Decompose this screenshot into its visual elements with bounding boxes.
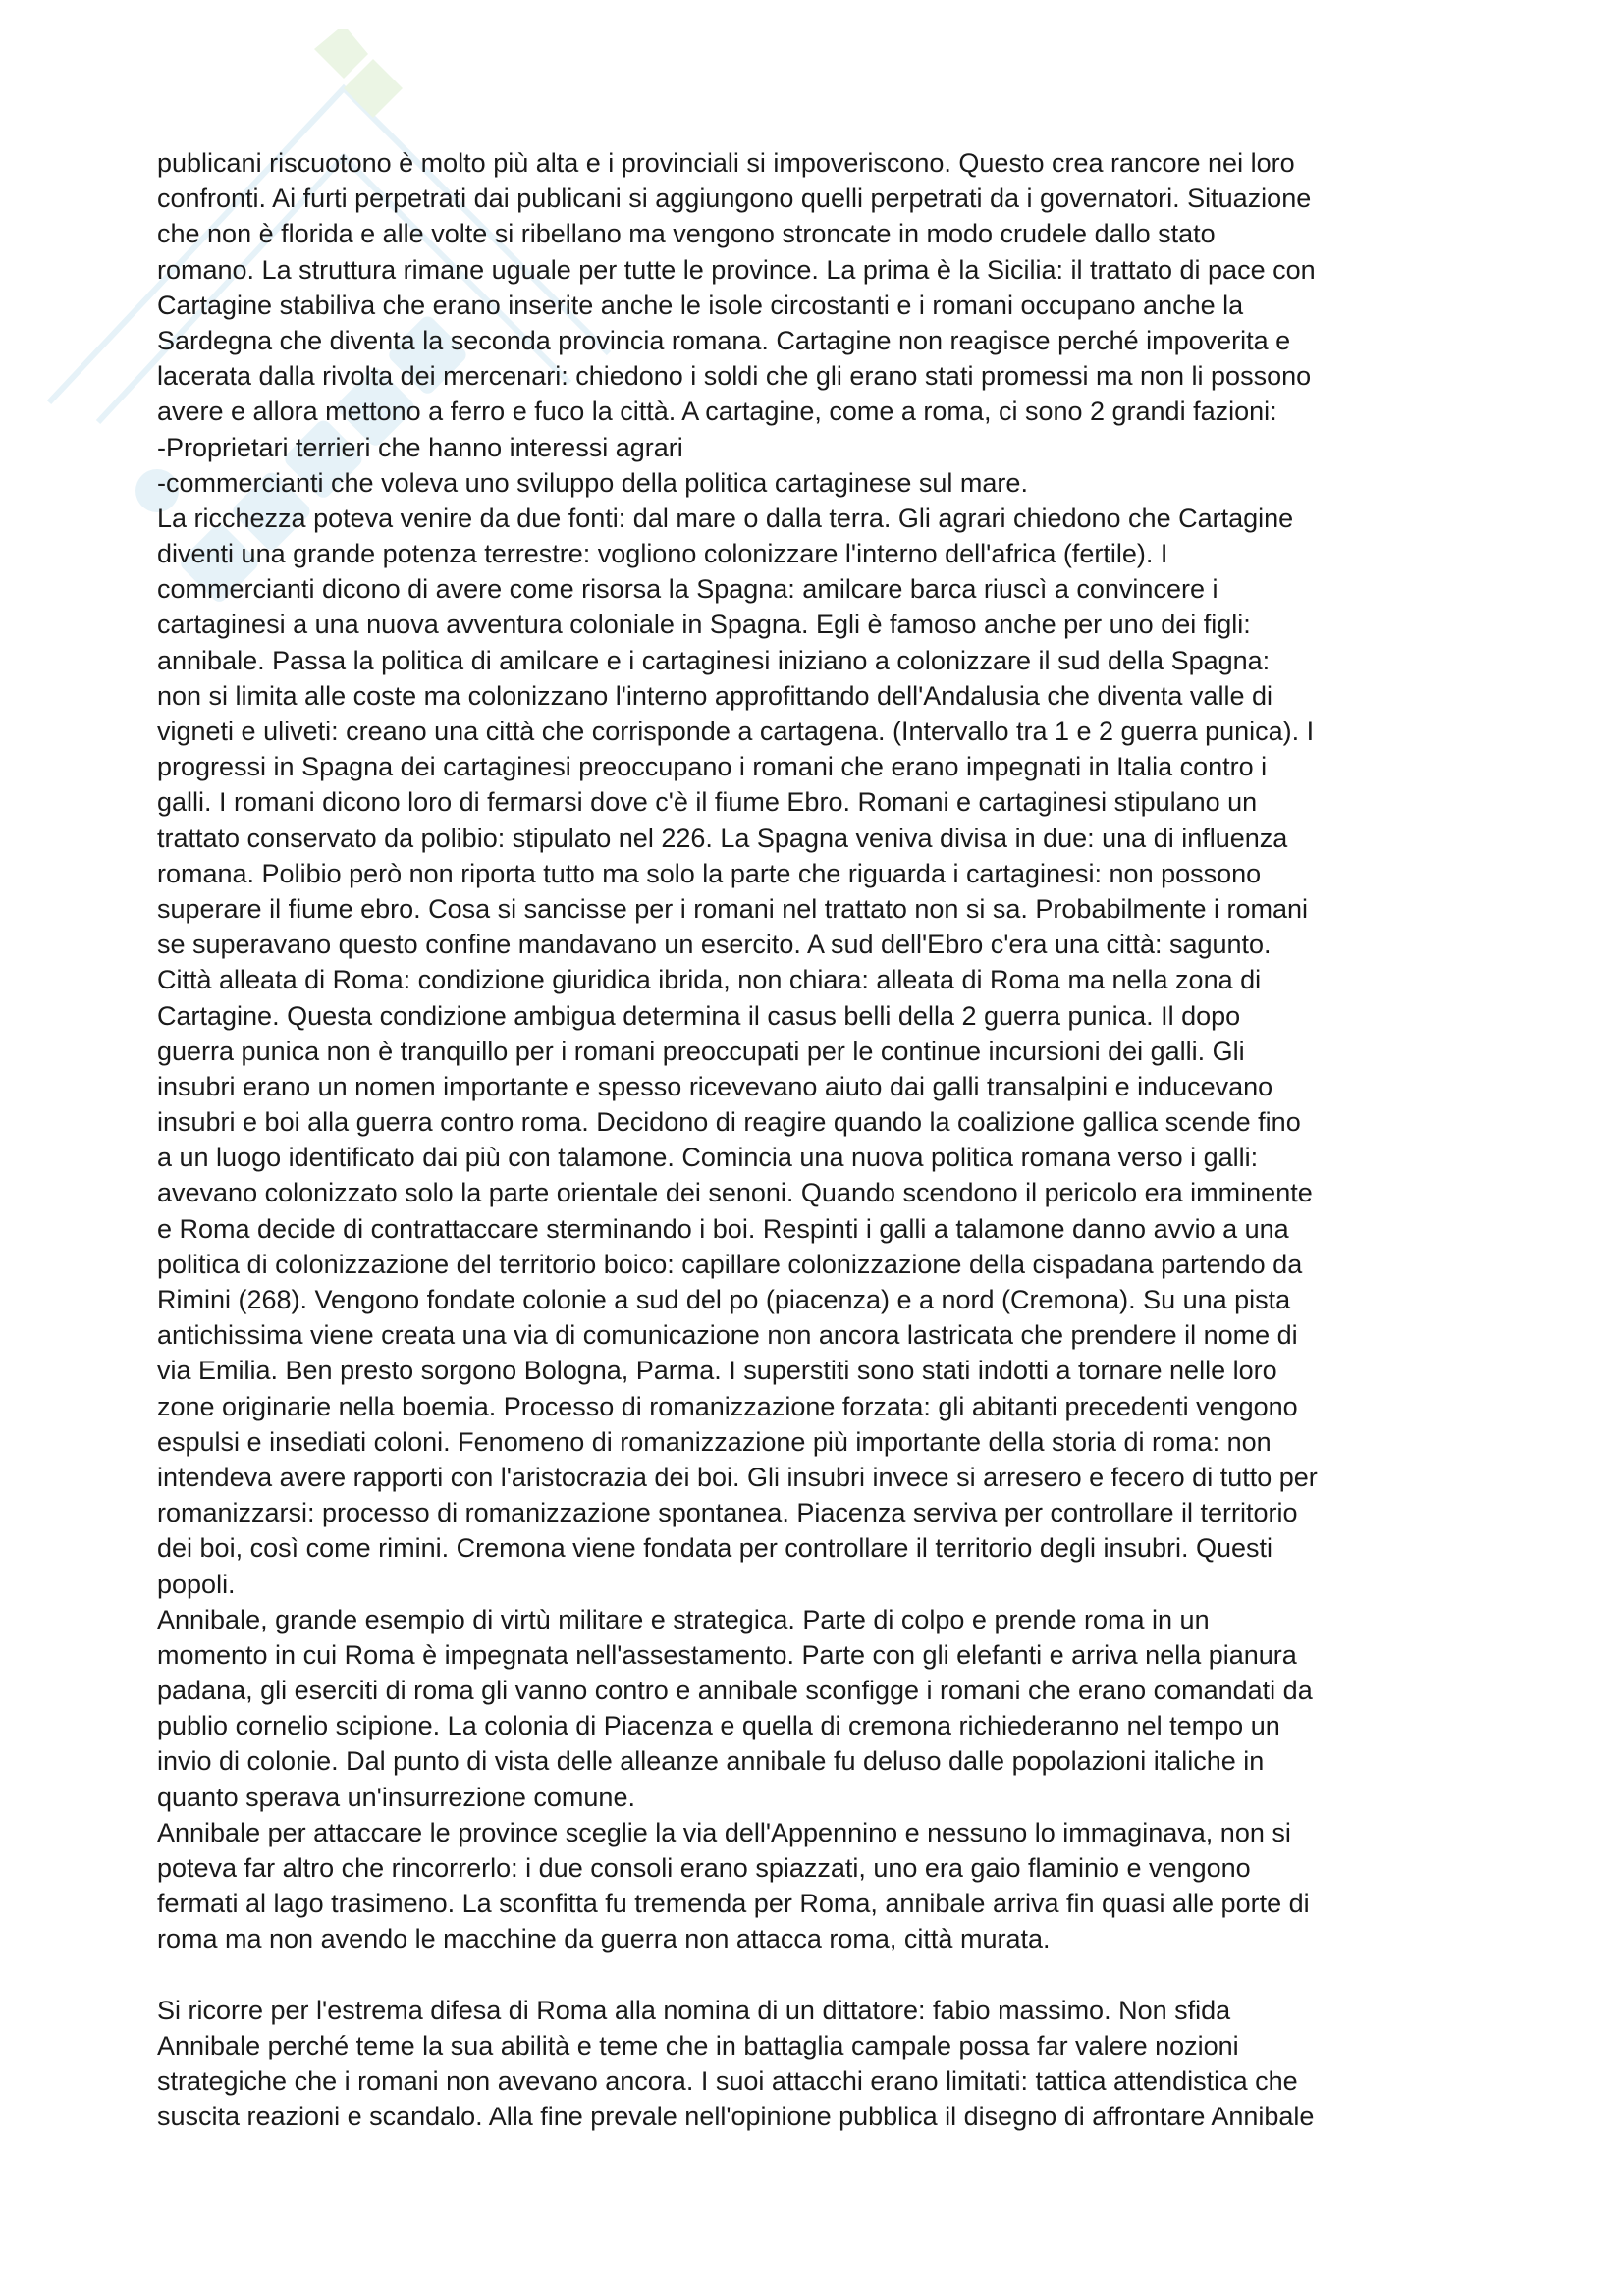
text-line: confronti. Ai furti perpetrati dai publicani si aggiungono quelli perpetrati da i governatori. Situazione [157,184,1312,214]
text-line: Si ricorre per l'estrema difesa di Roma alla nomina di un dittatore: fabio massimo. Non sfida [157,1995,1231,2025]
text-line: diventi una grande potenza terrestre: vogliono colonizzare l'interno dell'africa (fertile). I [157,539,1168,569]
text-line: Annibale per attaccare le province sceglie la via dell'Appennino e nessuno lo immaginava, non si [157,1817,1291,1847]
text-line: vigneti e uliveti: creano una città che corrisponde a cartagena. (Intervallo tra 1 e 2 guerra punica). I [157,717,1315,746]
text-line: padana, gli eserciti di roma gli vanno contro e annibale sconfigge i romani che erano comandati da [157,1676,1313,1706]
text-line: lacerata dalla rivolta dei mercenari: chiedono i soldi che gli erano stati promessi ma non li possono [157,361,1312,392]
text-line: momento in cui Roma è impegnata nell'assestamento. Parte con gli elefanti e arriva nella pianura [157,1639,1297,1670]
text-line: Annibale, grande esempio di virtù militare e strategica. Parte di colpo e prende roma in un [157,1604,1210,1634]
text-line: zone originarie nella boemia. Processo di romanizzazione forzata: gli abitanti precedenti vengono [157,1391,1298,1421]
text-line: Rimini (268). Vengono fondate colonie a sud del po (piacenza) e a nord (Cremona). Su una pista [157,1285,1291,1314]
text-line: Cartagine stabiliva che erano inserite anche le isole circostanti e i romani occupano anche la [157,290,1244,320]
text-line: dei boi, così come rimini. Cremona viene fondata per controllare il territorio degli insubri. Questi [157,1533,1273,1564]
text-line: romanizzarsi: processo di romanizzazione spontanea. Piacenza serviva per controllare il territorio [157,1498,1298,1528]
text-line: cartaginesi a una nuova avventura coloniale in Spagna. Egli è famoso anche per uno dei figli: [157,610,1251,640]
text-line: strategiche che i romani non avevano ancora. I suoi attacchi erano limitati: tattica attendistica che [157,2066,1298,2097]
text-line: Città alleata di Roma: condizione giuridica ibrida, non chiara: alleata di Roma ma nella zona di [157,965,1262,995]
text-line: invio di colonie. Dal punto di vista delle alleanze annibale fu deluso dalle popolazioni italiche in [157,1746,1265,1777]
text-line: se superavano questo confine mandavano un esercito. A sud dell'Ebro c'era una città: sagunto. [157,930,1272,960]
text-line: quanto sperava un'insurrezione comune. [157,1782,635,1812]
text-line: guerra punica non è tranquillo per i romani preoccupati per le continue incursioni dei galli. Gli [157,1036,1245,1066]
text-line: superare il fiume ebro. Cosa si sancisse per i romani nel trattato non si sa. Probabilmente i romani [157,893,1309,924]
text-line: che non è florida e alle volte si ribellano ma vengono stroncate in modo crudele dallo stato [157,219,1216,249]
text-line: Annibale perché teme la sua abilità e teme che in battaglia campale possa far valere nozioni [157,2030,1239,2060]
text-line: romano. La struttura rimane uguale per tutte le province. La prima è la Sicilia: il trattato di pace con [157,254,1316,285]
text-line: avere e allora mettono a ferro e fuco la città. A cartagine, come a roma, ci sono 2 grandi fazioni: [157,397,1277,427]
text-line: galli. I romani dicono loro di fermarsi dove c'è il fiume Ebro. Romani e cartaginesi stipulano un [157,787,1258,818]
text-line: progressi in Spagna dei cartaginesi preoccupano i romani che erano impegnati in Italia contro i [157,752,1268,782]
text-line: -Proprietari terrieri che hanno interessi agrari [157,432,683,462]
text-line: a un luogo identificato dai più con talamone. Comincia una nuova politica romana verso i galli: [157,1143,1259,1173]
text-line: trattato conservato da polibio: stipulato nel 226. La Spagna veniva divisa in due: una di influenza [157,823,1288,853]
text-line: -commercianti che voleva uno sviluppo della politica cartaginese sul mare. [157,467,1028,498]
text-line: avevano colonizzato solo la parte orientale dei senoni. Quando scendono il pericolo era imminente [157,1178,1313,1208]
text-line: e Roma decide di contrattaccare sterminando i boi. Respinti i galli a talamone danno avvio a una [157,1213,1289,1244]
text-line: insubri e boi alla guerra contro roma. Decidono di reagire quando la coalizione gallica scende fino [157,1107,1301,1138]
text-line: via Emilia. Ben presto sorgono Bologna, Parma. I superstiti sono stati indotti a tornare nelle loro [157,1356,1277,1386]
text-line: annibale. Passa la politica di amilcare e i cartaginesi iniziano a colonizzare il sud della Spagna: [157,645,1271,675]
text-line: insubri erano un nomen importante e spesso ricevevano aiuto dai galli transalpini e inducevano [157,1071,1273,1101]
text-line: fermati al lago trasimeno. La sconfitta fu tremenda per Roma, annibale arriva fin quasi alle porte di [157,1889,1310,1919]
body-text [157,145,1483,2135]
text-line: espulsi e insediati coloni. Fenomeno di romanizzazione più importante della storia di roma: non [157,1426,1272,1457]
text-line: suscita reazioni e scandalo. Alla fine prevale nell'opinione pubblica il disegno di affrontare Annibale [157,2102,1315,2132]
blank-line [157,1957,1483,1993]
text-line: Sardegna che diventa la seconda provincia romana. Cartagine non reagisce perché impoverita e [157,325,1291,355]
text-line: antichissima viene creata una via di comunicazione non ancora lastricata che prendere il nome di [157,1320,1298,1351]
text-line: publicani riscuotono è molto più alta e i provinciali si impoveriscono. Questo crea rancore nei loro [157,148,1295,178]
text-line: publio cornelio scipione. La colonia di Piacenza e quella di cremona richiederanno nel tempo un [157,1711,1280,1741]
text-line: commercianti dicono di avere come risorsa la Spagna: amilcare barca riuscì a convincere i [157,574,1218,605]
text-line: roma ma non avendo le macchine da guerra non attacca roma, città murata. [157,1924,1051,1954]
text-line: La ricchezza poteva venire da due fonti: dal mare o dalla terra. Gli agrari chiedono che Cartagine [157,503,1294,533]
text-line: poteva far altro che rincorrerlo: i due consoli erano spiazzati, uno era gaio flaminio e vengono [157,1853,1251,1883]
text-line: romana. Polibio però non riporta tutto ma solo la parte che riguarda i cartaginesi: non possono [157,858,1262,888]
text-line: intendeva avere rapporti con l'aristocrazia dei boi. Gli insubri invece si arresero e fecero di tutto per [157,1462,1318,1492]
text-line: Cartagine. Questa condizione ambigua determina il casus belli della 2 guerra punica. Il dopo [157,1000,1241,1031]
text-line: politica di colonizzazione del territorio boico: capillare colonizzazione della cispadana partendo da [157,1249,1303,1279]
text-line: non si limita alle coste ma colonizzano l'interno approfittando dell'Andalusia che diventa valle di [157,680,1272,711]
text-line: popoli. [157,1569,236,1599]
